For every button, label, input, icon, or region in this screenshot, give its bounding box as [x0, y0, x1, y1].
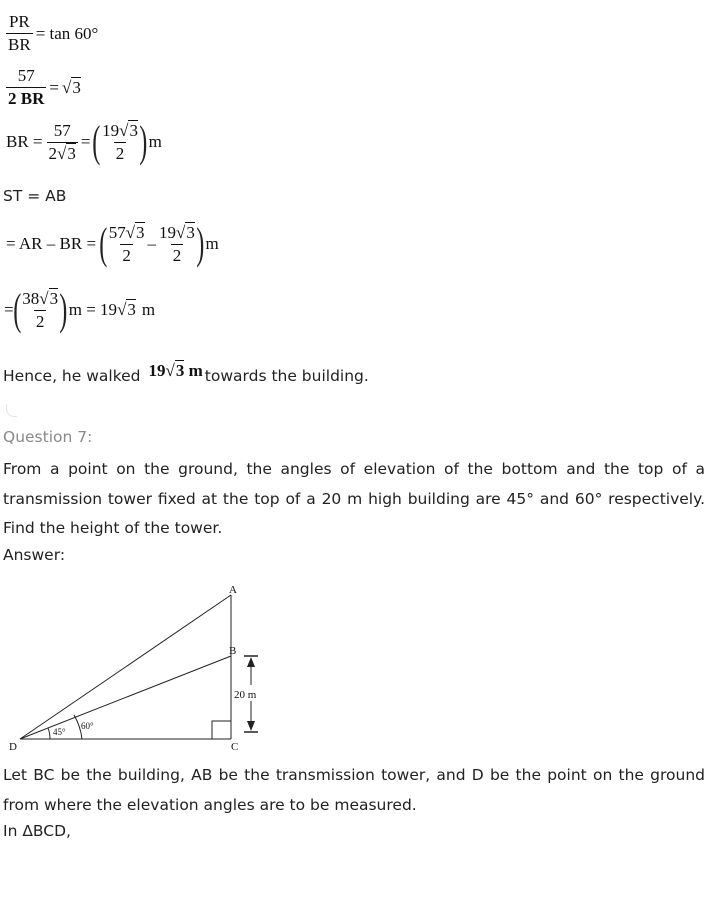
- left-paren: (: [99, 219, 108, 268]
- equation-ar-minus-br: [6, 219, 219, 268]
- fraction-denominator: 2 BR: [8, 89, 45, 108]
- left-paren: (: [12, 285, 21, 334]
- radicand: 3: [175, 361, 185, 380]
- equation-tan60: [6, 12, 98, 55]
- equation-lhs: = AR – BR =: [6, 234, 97, 253]
- fraction-denominator: 2: [35, 311, 45, 331]
- right-paren: ): [196, 219, 205, 268]
- radicand: 3: [129, 120, 138, 140]
- unit: m: [188, 361, 203, 380]
- fraction-numerator: 57: [17, 66, 35, 85]
- coefficient: 19: [159, 222, 177, 242]
- line-da: [20, 595, 231, 739]
- label-b: B: [229, 645, 237, 657]
- coefficient: 2: [48, 143, 58, 163]
- radicand: 3: [127, 300, 136, 319]
- unit: m: [205, 234, 219, 253]
- equation-rhs: = tan 60°: [35, 23, 99, 43]
- question-label: Question 7:: [3, 428, 93, 446]
- conclusion-line: [3, 361, 369, 386]
- angle-arc-45: [48, 728, 50, 739]
- equation-lhs: BR =: [6, 132, 43, 151]
- equation-br-value: [6, 117, 162, 166]
- equation-st-result: [4, 285, 156, 334]
- right-angle-mark: [212, 721, 231, 739]
- fraction-denominator: 2: [115, 143, 125, 163]
- radicand: 3: [72, 77, 81, 97]
- unit: m: [141, 300, 156, 319]
- left-paren: (: [92, 117, 101, 166]
- fraction-numerator: 57√3: [108, 222, 145, 242]
- triangle-figure: [0, 578, 290, 758]
- radicand: 3: [136, 222, 145, 242]
- sqrt-expression: √3: [117, 300, 136, 319]
- equals-sign: =: [4, 300, 14, 319]
- fraction-denominator: 2: [172, 245, 182, 265]
- decorative-mark: [6, 404, 17, 417]
- radicand: 3: [67, 143, 76, 163]
- fraction-numerator: 38√3: [22, 288, 59, 308]
- unit: m: [148, 132, 162, 151]
- label-c: C: [231, 741, 239, 753]
- label-angle-60: 60°: [81, 721, 94, 731]
- coefficient: 57: [108, 222, 126, 242]
- radicand: 3: [49, 288, 59, 308]
- equals-sign: =: [49, 77, 59, 97]
- label-height: 20 m: [234, 689, 257, 701]
- fraction-numerator: 57: [53, 120, 71, 140]
- fraction-denominator: 2: [122, 245, 131, 265]
- fraction-denominator: 2√3: [48, 143, 76, 163]
- minus-sign: –: [147, 234, 157, 253]
- walked-distance: 19√3 m: [148, 361, 203, 380]
- solution-text: Let BC be the building, AB be the transmission tower, and D be the point on the ground from where the elevation angles are to be measured.: [3, 766, 705, 814]
- fraction-numerator: 19√3: [102, 120, 138, 140]
- label-angle-45: 45°: [53, 727, 66, 737]
- label-a: A: [229, 584, 237, 596]
- coefficient: 19: [102, 120, 120, 140]
- conclusion-text-before: Hence, he walked: [3, 367, 141, 385]
- equals-sign: =: [80, 132, 91, 151]
- coefficient: 38: [22, 288, 40, 308]
- st-equals-ab: ST = AB: [3, 187, 67, 205]
- conclusion-text-after: towards the building.: [204, 367, 369, 385]
- dimension-arrow-up: [247, 657, 255, 667]
- fraction-numerator: 19√3: [159, 222, 195, 242]
- right-paren: ): [59, 285, 68, 334]
- sqrt-expression: √3: [61, 77, 81, 97]
- answer-label: Answer:: [3, 546, 66, 564]
- label-d: D: [9, 741, 17, 753]
- radicand: 3: [186, 222, 195, 242]
- coefficient: 19: [148, 361, 166, 380]
- equation-57-over-2br: [6, 66, 81, 109]
- line-db: [20, 656, 231, 739]
- fraction-denominator: BR: [8, 35, 31, 54]
- unit-equals: m = 19: [68, 300, 118, 319]
- question-text: From a point on the ground, the angles of elevation of the bottom and the top of a transmission tower fixed at the top of a 20 m high building are 45° and 60° respectively. Find the height of the tower.: [3, 460, 705, 537]
- fraction-numerator: PR: [8, 12, 30, 31]
- right-paren: ): [139, 117, 148, 166]
- in-triangle-line: In ΔBCD,: [3, 822, 71, 840]
- dimension-arrow-down: [247, 721, 255, 731]
